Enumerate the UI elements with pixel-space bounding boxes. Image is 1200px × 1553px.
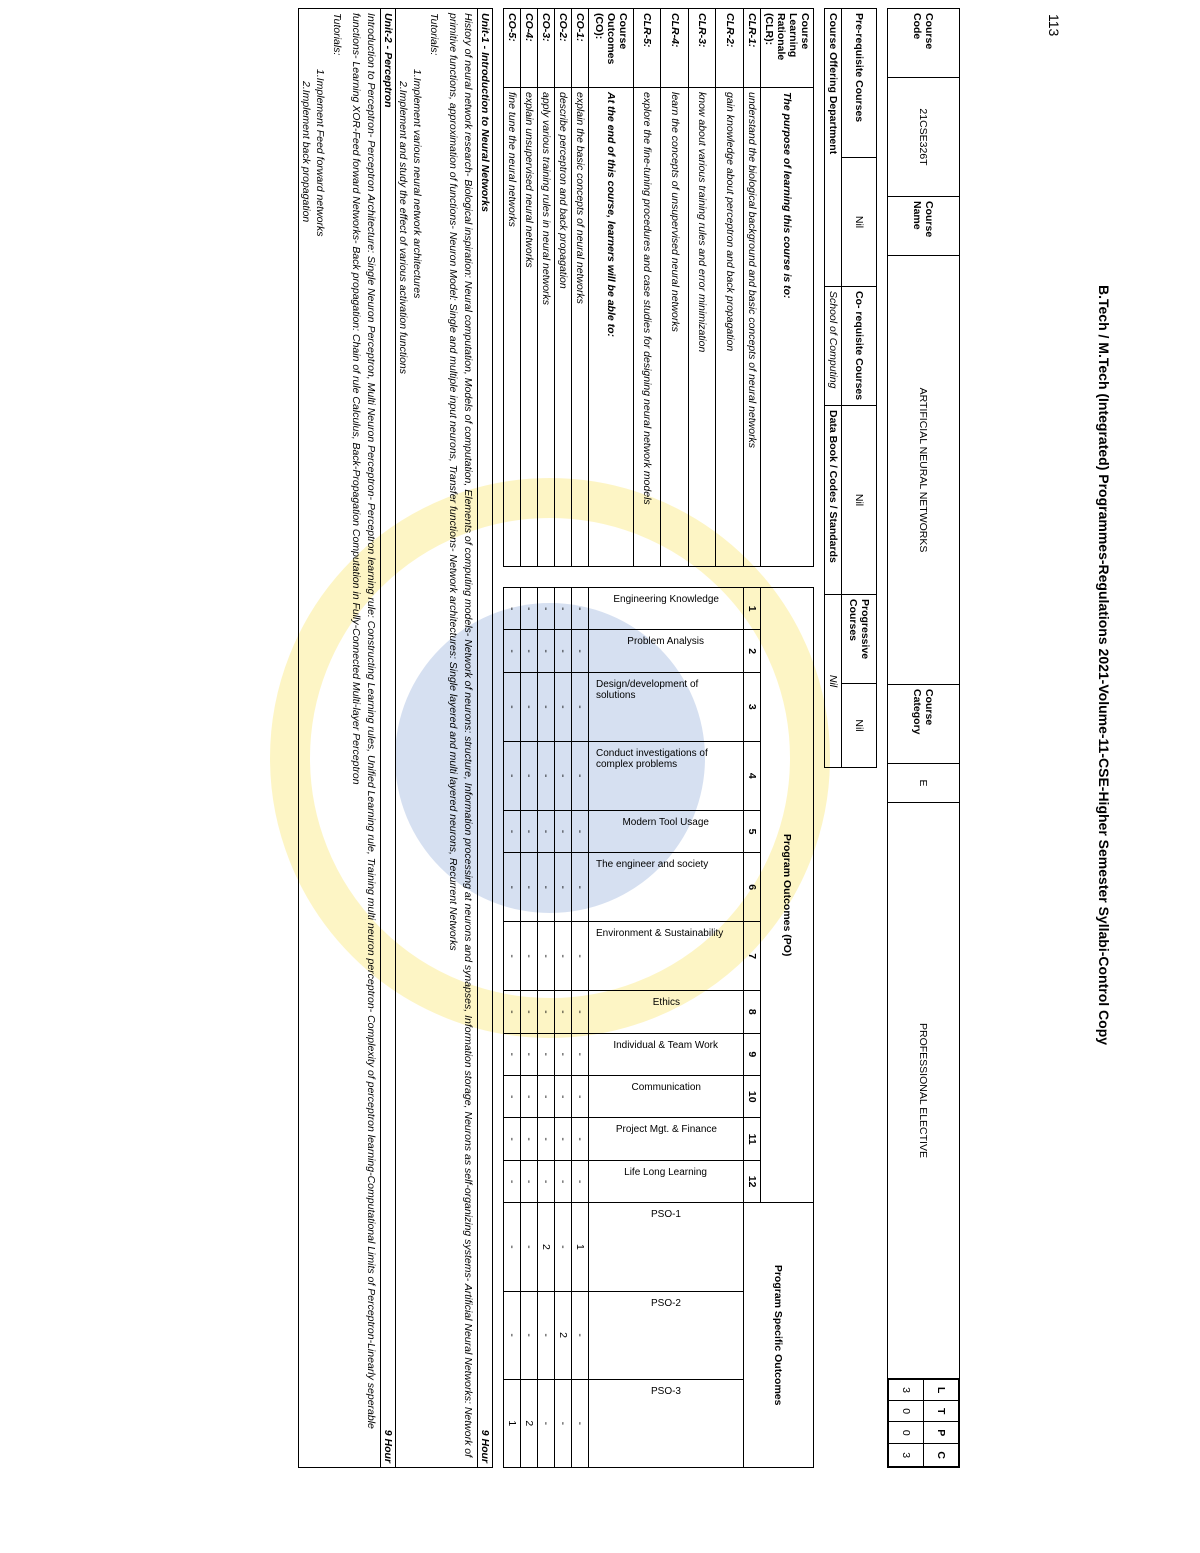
po-cell: - (572, 630, 589, 672)
po-cell: - (504, 991, 521, 1033)
clr-purpose: The purpose of learning this course is to: (761, 88, 814, 567)
pso-cell: - (555, 1203, 572, 1291)
ltpc-label: T (924, 1401, 959, 1422)
po-cell: - (521, 672, 538, 741)
course-code: 21CSE326T (888, 78, 960, 197)
course-category-name: PROFESSIONAL ELECTIVE (888, 803, 960, 1379)
clr-text: explore the fine-tuning procedures and case studies for designing neural network models (634, 88, 662, 567)
po-title: Program Outcomes (PO) (761, 588, 814, 1203)
pso-cell: - (538, 1379, 555, 1467)
offering-dept-value: School of Computing (825, 287, 842, 406)
po-cell: - (521, 1160, 538, 1202)
po-number: 7 (744, 922, 761, 991)
outcomes-table (503, 8, 814, 1468)
po-cell: - (504, 1076, 521, 1118)
pso-title: Program Specific Outcomes (744, 1203, 814, 1468)
po-number: 12 (744, 1160, 761, 1202)
po-cell: - (555, 672, 572, 741)
po-cell: - (555, 1076, 572, 1118)
offering-dept-label: Course Offering Department (825, 9, 842, 287)
tutorial-item: 1.Implement various neural network architectures (411, 69, 423, 299)
ltpc-label: L (924, 1380, 959, 1401)
po-cell: - (521, 922, 538, 991)
pso-name: PSO-3 (651, 1385, 682, 1397)
po-name: Individual & Team Work (613, 1039, 719, 1051)
po-name: Life Long Learning (624, 1166, 708, 1178)
po-cell: - (538, 741, 555, 810)
ltpc-label: C (924, 1444, 959, 1467)
po-cell: - (538, 853, 555, 922)
pso-cell: 1 (504, 1379, 521, 1467)
co-row (572, 9, 589, 1468)
po-cell: - (555, 853, 572, 922)
po-number: 8 (744, 991, 761, 1033)
corequisite-value: Nil (842, 406, 877, 595)
course-header-table (887, 8, 960, 1468)
clr-title: Course Learning Rationale (CLR): (761, 9, 814, 88)
unit-hours: 9 Hour (479, 1429, 491, 1463)
co-row (538, 9, 555, 1468)
po-cell: - (521, 810, 538, 852)
clr-id: CLR-2: (716, 9, 744, 88)
po-cell: - (521, 741, 538, 810)
prerequisite-label: Pre-requisite Courses (842, 9, 877, 158)
course-name: ARTIFICIAL NEURAL NETWORKS (888, 256, 960, 685)
po-cell: - (521, 588, 538, 630)
page-number: 113 (1046, 14, 1062, 37)
pso-name: PSO-1 (651, 1209, 682, 1221)
co-text: apply various training rules in neural networks (538, 88, 555, 567)
po-cell: - (538, 1160, 555, 1202)
tutorial-item: 2.Implement back propagation (300, 81, 312, 223)
po-cell: - (538, 672, 555, 741)
po-name: Modern Tool Usage (622, 816, 710, 828)
po-cell: - (538, 810, 555, 852)
po-name: Ethics (652, 997, 680, 1009)
po-cell: - (572, 810, 589, 852)
po-cell: - (555, 630, 572, 672)
unit-title: Unit-2 - Perceptron (382, 13, 394, 108)
corequisite-label: Co- requisite Courses (842, 287, 877, 406)
pso-cell: - (504, 1203, 521, 1291)
unit-body: Introduction to Perceptron- Perceptron Architecture: Single Neuron Perceptron, Multi Neuron Perceptron- Perceptron learning rule: Constructing Learning rules, Unified Learning rule, Training multi neuron perceptron- Complexity of perceptron learning-Computational Limits of Perceptron-Linearly seperable functions- Learning XOR-Feed forward Networks- Back propagation: Chain of rule Calculus, Back-Propagation Computation in Fully-Connected Multi-layer Perceptron (350, 13, 377, 1429)
po-cell: - (572, 588, 589, 630)
clr-text: learn the concepts of unsupervised neural networks (661, 88, 689, 567)
po-cell: - (572, 853, 589, 922)
co-title: Course Outcomes (CO): (589, 9, 634, 88)
po-cell: - (538, 922, 555, 991)
po-cell: - (504, 853, 521, 922)
po-cell: - (572, 922, 589, 991)
po-cell: - (521, 630, 538, 672)
prerequisite-table (824, 8, 877, 768)
course-code-label: Course Code (888, 9, 960, 78)
po-cell: - (538, 1076, 555, 1118)
pso-cell: - (572, 1379, 589, 1467)
po-cell: - (572, 1033, 589, 1075)
po-cell: - (555, 991, 572, 1033)
po-cell: - (521, 991, 538, 1033)
ltpc-value: 0 (889, 1422, 924, 1444)
databook-value: Nil (825, 595, 842, 768)
pso-name: PSO-2 (651, 1297, 682, 1309)
syllabus-sheet (105, 8, 960, 1468)
po-cell: - (504, 922, 521, 991)
po-cell: - (521, 1076, 538, 1118)
tutorials-label: Tutorials: (331, 13, 343, 56)
po-cell: - (572, 1076, 589, 1118)
co-end: At the end of this course, learners will be able to: (589, 88, 634, 567)
course-category: E (888, 764, 960, 803)
pso-cell: 1 (572, 1203, 589, 1291)
co-text: fine tune the neural networks (504, 88, 521, 567)
clr-id: CLR-5: (634, 9, 662, 88)
po-name: Project Mgt. & Finance (615, 1124, 717, 1136)
unit-hours: 9 Hour (382, 1429, 394, 1463)
course-name-label: Course Name (888, 197, 960, 256)
po-name: Problem Analysis (627, 636, 705, 648)
po-number: 3 (744, 672, 761, 741)
po-number: 4 (744, 741, 761, 810)
po-name: The engineer and society (596, 859, 709, 871)
po-cell: - (504, 1118, 521, 1160)
po-name: Environment & Sustainability (596, 928, 724, 940)
pso-cell: 2 (538, 1203, 555, 1291)
tutorial-item: 1.Implement Feed forward networks (314, 69, 326, 237)
tutorial-item: 2.Implement and study the effect of various activation functions (397, 81, 409, 374)
po-cell: - (555, 810, 572, 852)
databook-label: Data Book / Codes / Standards (825, 406, 842, 595)
pso-cell: - (538, 1291, 555, 1379)
po-name: Communication (631, 1082, 701, 1093)
po-cell: - (521, 1118, 538, 1160)
po-cell: - (572, 1118, 589, 1160)
co-id: CO-3: (538, 9, 555, 88)
po-cell: - (555, 588, 572, 630)
clr-id: CLR-4: (661, 9, 689, 88)
po-cell: - (538, 588, 555, 630)
tutorials-label: Tutorials: (428, 13, 440, 56)
clr-text: gain knowledge about perceptron and back propagation (716, 88, 744, 567)
po-cell: - (504, 810, 521, 852)
co-text: explain the basic concepts of neural networks (572, 88, 589, 567)
po-name: Design/development of solutions (596, 678, 699, 701)
pso-cell: - (521, 1203, 538, 1291)
ltpc-value: 0 (889, 1401, 924, 1422)
ltpc-value: 3 (889, 1380, 924, 1401)
pso-cell: - (555, 1379, 572, 1467)
po-cell: - (504, 1160, 521, 1202)
po-cell: - (521, 1033, 538, 1075)
po-cell: - (555, 1118, 572, 1160)
pso-cell: 2 (555, 1291, 572, 1379)
po-cell: - (538, 1033, 555, 1075)
clr-id: CLR-1: (744, 9, 761, 88)
po-cell: - (572, 672, 589, 741)
po-cell: - (555, 741, 572, 810)
co-text: explain unsupervised neural networks (521, 88, 538, 567)
prerequisite-value: Nil (842, 158, 877, 287)
clr-text: know about various training rules and error minimization (689, 88, 717, 567)
po-number: 11 (744, 1118, 761, 1160)
co-row (504, 9, 521, 1468)
pso-cell: 2 (521, 1379, 538, 1467)
po-cell: - (572, 741, 589, 810)
po-cell: - (504, 741, 521, 810)
co-id: CO-2: (555, 9, 572, 88)
po-number: 2 (744, 630, 761, 672)
unit-body: History of neural network research- Biological inspiration: Neural computation, Models of computation, Elements of computing models- Network of neurons: structure, Information processing at neurons and synapses, Information storage, Neurons as self-organizing systems- Artificial Neural Networks: Network of primitive functions, approximation of functions- Neuron Model: Single and multiple input neurons, Transfer functions- Network architectures: Single layered and multi layered neurons, Recurrent Networks (447, 13, 474, 1458)
po-number: 5 (744, 810, 761, 852)
progressive-value: Nil (842, 684, 877, 768)
po-number: 10 (744, 1076, 761, 1118)
co-row (521, 9, 538, 1468)
po-cell: - (555, 922, 572, 991)
co-text: describe perceptron and back propagation (555, 88, 572, 567)
po-cell: - (572, 991, 589, 1033)
pso-cell: - (504, 1291, 521, 1379)
co-id: CO-4: (521, 9, 538, 88)
po-cell: - (504, 1033, 521, 1075)
pso-cell: - (521, 1291, 538, 1379)
po-cell: - (521, 853, 538, 922)
po-cell: - (538, 1118, 555, 1160)
po-cell: - (555, 1160, 572, 1202)
po-number: 1 (744, 588, 761, 630)
footer-text: B.Tech / M.Tech (Integrated) Programmes-Regulations 2021-Volume-11-CSE-Higher Semester Syllabi-Control Copy (1096, 285, 1112, 1046)
po-number: 6 (744, 853, 761, 922)
clr-id: CLR-3: (689, 9, 717, 88)
ltpc-value: 3 (889, 1444, 924, 1467)
po-number: 9 (744, 1033, 761, 1075)
unit-1 (395, 8, 493, 1468)
po-cell: - (504, 588, 521, 630)
co-row (555, 9, 572, 1468)
po-cell: - (572, 1160, 589, 1202)
clr-text: understand the biological background and basic concepts of neural networks (744, 88, 761, 567)
unit-2 (298, 8, 395, 1468)
progressive-label: Progressive Courses (842, 595, 877, 684)
po-cell: - (504, 672, 521, 741)
po-cell: - (538, 991, 555, 1033)
po-cell: - (555, 1033, 572, 1075)
course-category-label: Course Category (888, 685, 960, 764)
unit-title: Unit-1 - Introduction to Neural Networks (479, 13, 491, 212)
po-name: Engineering Knowledge (613, 594, 719, 605)
co-id: CO-5: (504, 9, 521, 88)
po-name: Conduct investigations of complex problems (596, 747, 708, 770)
po-cell: - (504, 630, 521, 672)
pso-cell: - (572, 1291, 589, 1379)
po-cell: - (538, 630, 555, 672)
ltpc-label: P (924, 1422, 959, 1444)
co-id: CO-1: (572, 9, 589, 88)
